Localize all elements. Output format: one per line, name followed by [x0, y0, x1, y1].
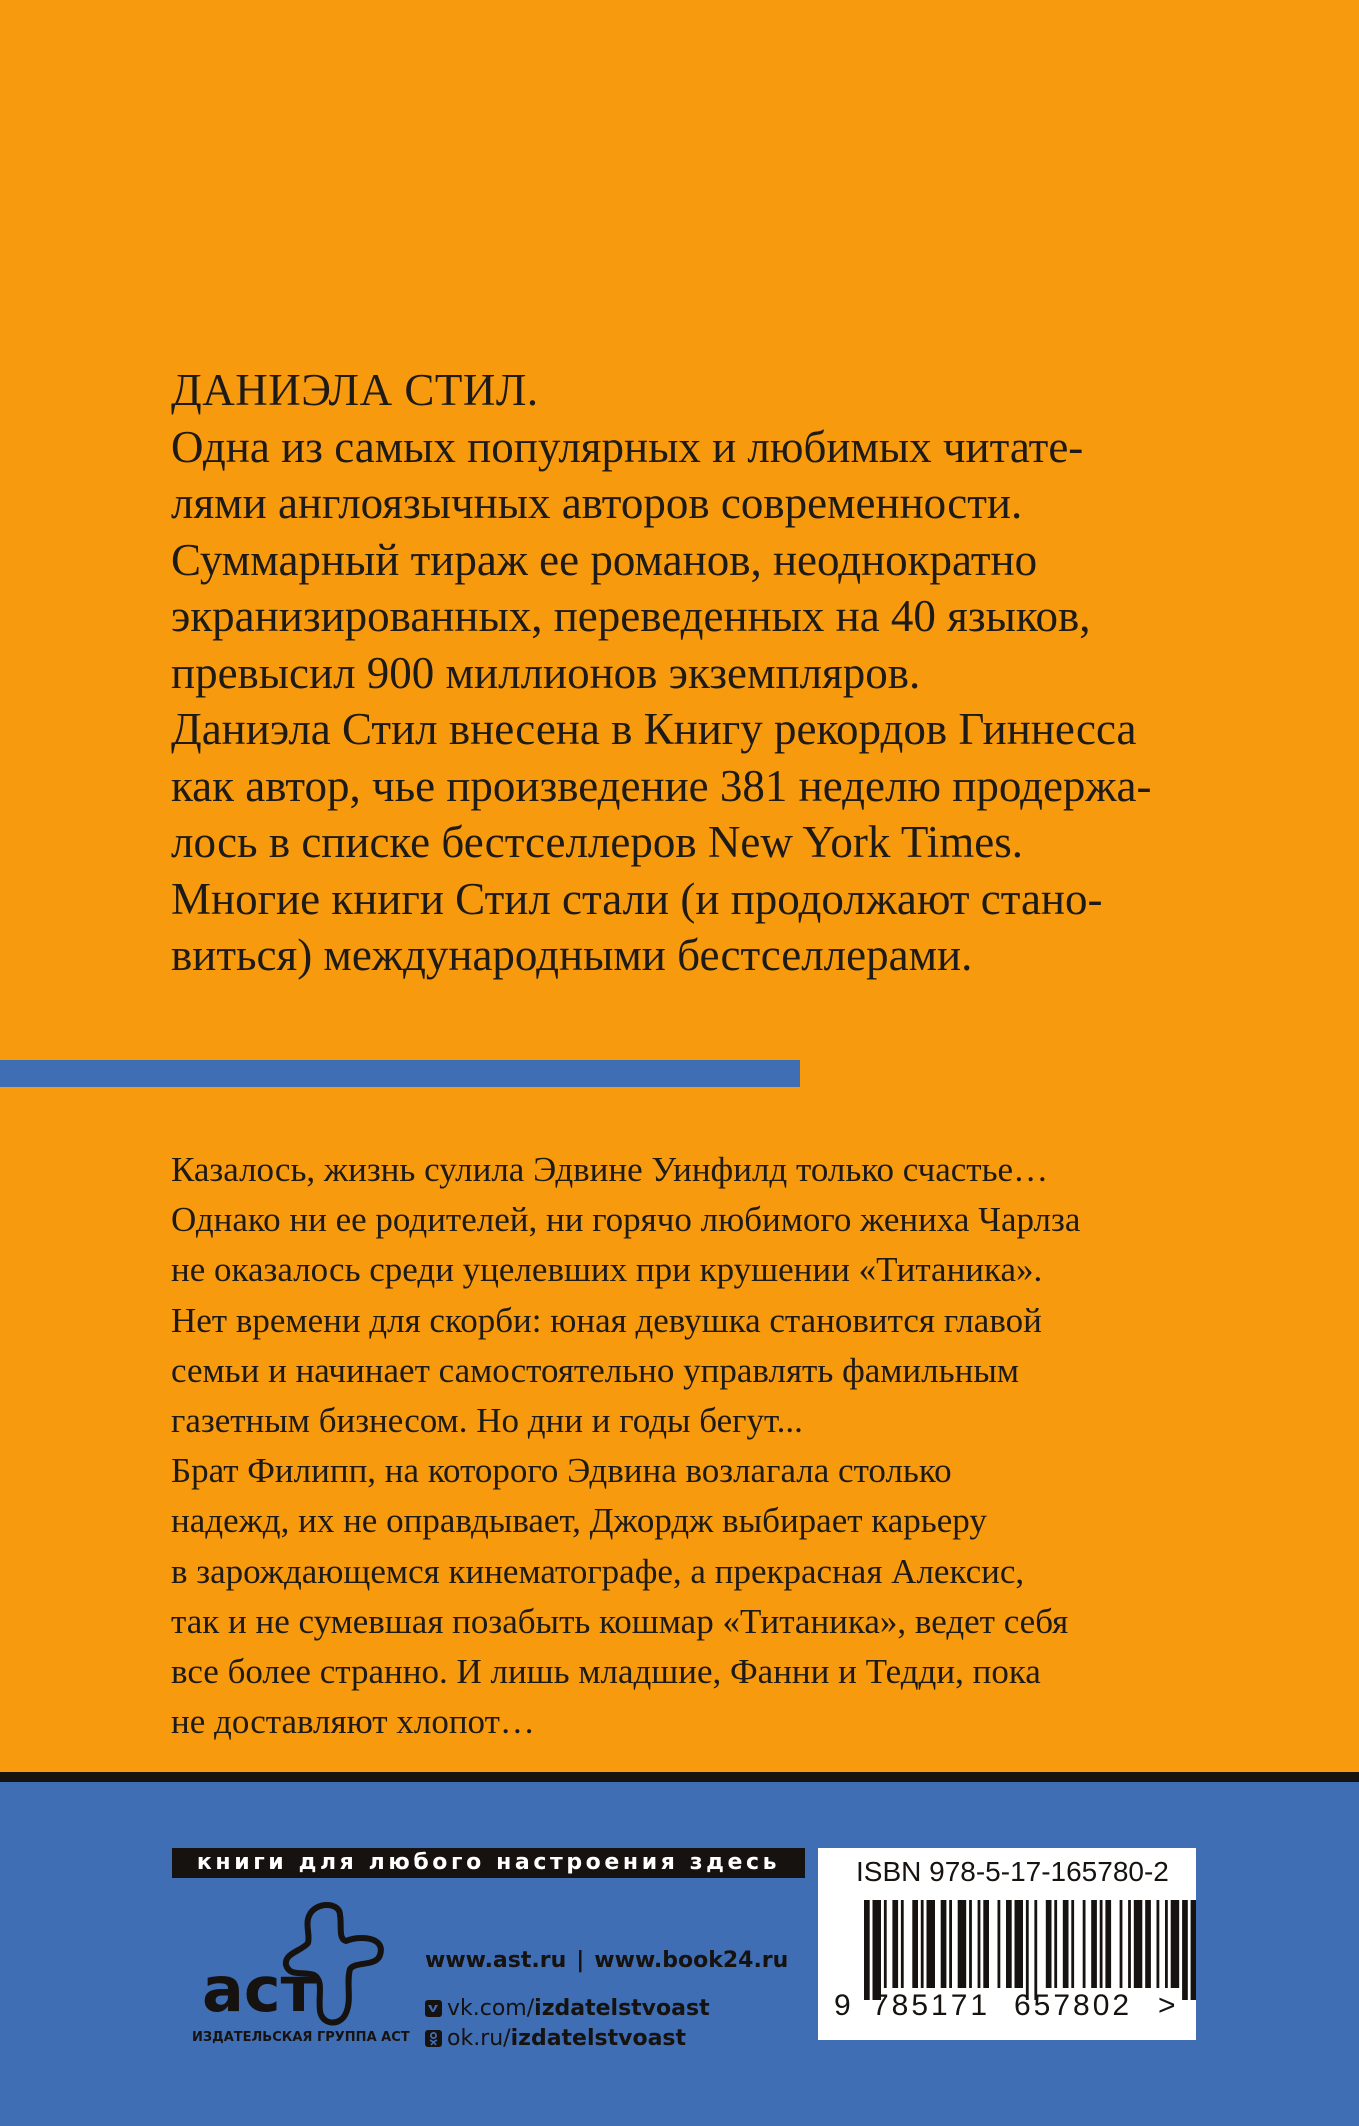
barcode-bar	[1034, 1900, 1037, 2000]
barcode-bar	[1015, 1900, 1024, 1988]
barcode-bar	[1182, 1900, 1188, 2000]
barcode-bar	[1100, 1900, 1103, 1988]
barcode-bar	[1071, 1900, 1074, 1988]
ok-link-handle: izdatelstvoast	[510, 2025, 687, 2051]
barcode-bar	[1171, 1900, 1180, 1988]
websites-row	[425, 1945, 788, 1975]
barcode-bar	[873, 1900, 882, 2000]
barcode-bar	[1006, 1900, 1012, 1988]
book-annotation	[171, 1145, 1291, 1747]
bio-line: как автор, чье произведение 381 неделю продержа-	[171, 760, 1152, 811]
annotation-line: Нет времени для скорби: юная девушка становится главой	[171, 1300, 1042, 1340]
barcode-bar	[998, 1900, 1001, 1988]
barcode-bar	[1165, 1900, 1168, 1988]
annotation-line: надежд, их не оправдывает, Джордж выбирает карьеру	[171, 1501, 987, 1541]
barcode-bar	[1091, 1900, 1097, 1988]
ok-link[interactable]	[425, 2023, 788, 2053]
barcode-bar	[1134, 1900, 1143, 1988]
publisher-name: ИЗДАТЕЛЬСКАЯ ГРУППА АСТ	[192, 2030, 410, 2045]
bio-line: виться) международными бестселлерами.	[171, 930, 973, 980]
barcode-bar	[941, 1900, 947, 1988]
bio-line: Одна из самых популярных и любимых читате-	[171, 421, 1084, 472]
barcode-bar	[892, 1900, 898, 1988]
annotation-line: не доставляют хлопот…	[171, 1702, 535, 1742]
bio-line: экранизированных, переведенных на 40 языков,	[171, 591, 1091, 641]
bio-line: лось в списке бестселлеров New York Times.	[171, 817, 1023, 867]
barcode-bar	[1128, 1900, 1131, 1988]
barcode-bar	[1120, 1900, 1123, 1988]
bio-line: Многие книги Стил стали (и продолжают стано-	[171, 873, 1103, 924]
annotation-line: Брат Филипп, на которого Эдвина возлагала столько	[171, 1451, 952, 1491]
author-bio	[171, 362, 1291, 984]
annotation-line: не оказалось среди уцелевших при крушении «Титаника».	[171, 1250, 1043, 1290]
barcode-bar	[901, 1900, 904, 1988]
barcode-bar	[1157, 1900, 1160, 1988]
barcode-bar	[1105, 1900, 1111, 1988]
author-name: ДАНИЭЛА СТИЛ.	[171, 365, 539, 415]
barcode-bar	[864, 1900, 870, 2000]
annotation-line: газетным бизнесом. Но дни и годы бегут...	[171, 1401, 803, 1441]
barcode-bar	[1191, 1900, 1196, 2000]
barcode-bar	[884, 1900, 887, 1988]
vk-link-prefix: vk.com/	[447, 1995, 535, 2021]
book24-website-link[interactable]: www.book24.ru	[594, 1947, 789, 1973]
ast-logo-icon	[190, 1895, 400, 2035]
logo-text: аст	[202, 1953, 317, 2026]
bio-line: превысил 900 миллионов экземпляров.	[171, 647, 921, 698]
annotation-line: в зарождающемся кинематографе, а прекрасная Алексис,	[171, 1551, 1025, 1591]
contact-links	[425, 1945, 788, 2053]
vk-link-handle: izdatelstvoast	[534, 1995, 710, 2021]
bio-line: Даниэла Стил внесена в Книгу рекордов Гиннесса	[171, 704, 1137, 754]
barcode-digits-left: 785171	[872, 1989, 991, 2022]
ok-link-prefix: ok.ru/	[447, 2025, 511, 2051]
annotation-line: все более странно. И лишь младшие, Фанни и Тедди, пока	[171, 1652, 1041, 1692]
barcode-bar	[949, 1900, 952, 1988]
annotation-line: семьи и начинает самостоятельно управлять фамильным	[171, 1350, 1019, 1390]
barcode-bar	[1083, 1900, 1086, 1988]
barcode-bar	[921, 1900, 924, 1988]
annotation-line: Казалось, жизнь сулила Эдвине Уинфилд только счастье…	[171, 1150, 1049, 1189]
slogan-banner: книги для любого настроения здесь	[172, 1848, 805, 1878]
barcode-bar	[978, 1900, 981, 1988]
isbn-label: ISBN 978-5-17-165780-2	[856, 1856, 1169, 1887]
barcode-bar	[1054, 1900, 1057, 1988]
barcode-bar	[1145, 1900, 1151, 1988]
vk-icon	[425, 2000, 442, 2017]
vk-link[interactable]	[425, 1993, 788, 2023]
barcode-bar	[969, 1900, 972, 1988]
barcode-digit-prefix: 9	[834, 1989, 851, 2022]
annotation-line: Однако ни ее родителей, ни горячо любимого жениха Чарлза	[171, 1200, 1081, 1240]
isbn-block	[818, 1848, 1196, 2040]
barcode-bar	[1026, 1900, 1029, 2000]
barcode-bar	[927, 1900, 936, 1988]
barcode-bar	[983, 1900, 989, 1988]
barcode-bar	[1046, 1900, 1052, 1988]
bio-line: лями англоязычных авторов современности.	[171, 478, 1023, 528]
ok-icon	[425, 2030, 442, 2047]
decorative-stripe	[0, 1060, 800, 1087]
barcode-bar	[958, 1900, 967, 1988]
ast-website-link[interactable]: www.ast.ru	[425, 1947, 567, 1973]
barcode-digits-right: 657802	[1014, 1989, 1133, 2022]
barcode-bar	[1063, 1900, 1069, 1988]
link-separator: |	[576, 1947, 585, 1973]
bio-line: Суммарный тираж ее романов, неоднократно	[171, 534, 1038, 585]
barcode-digit-marker: >	[1158, 1989, 1176, 2022]
annotation-line: так и не сумевшая позабыть кошмар «Титаника», ведет себя	[171, 1601, 1069, 1641]
barcode-bar	[912, 1900, 918, 1988]
